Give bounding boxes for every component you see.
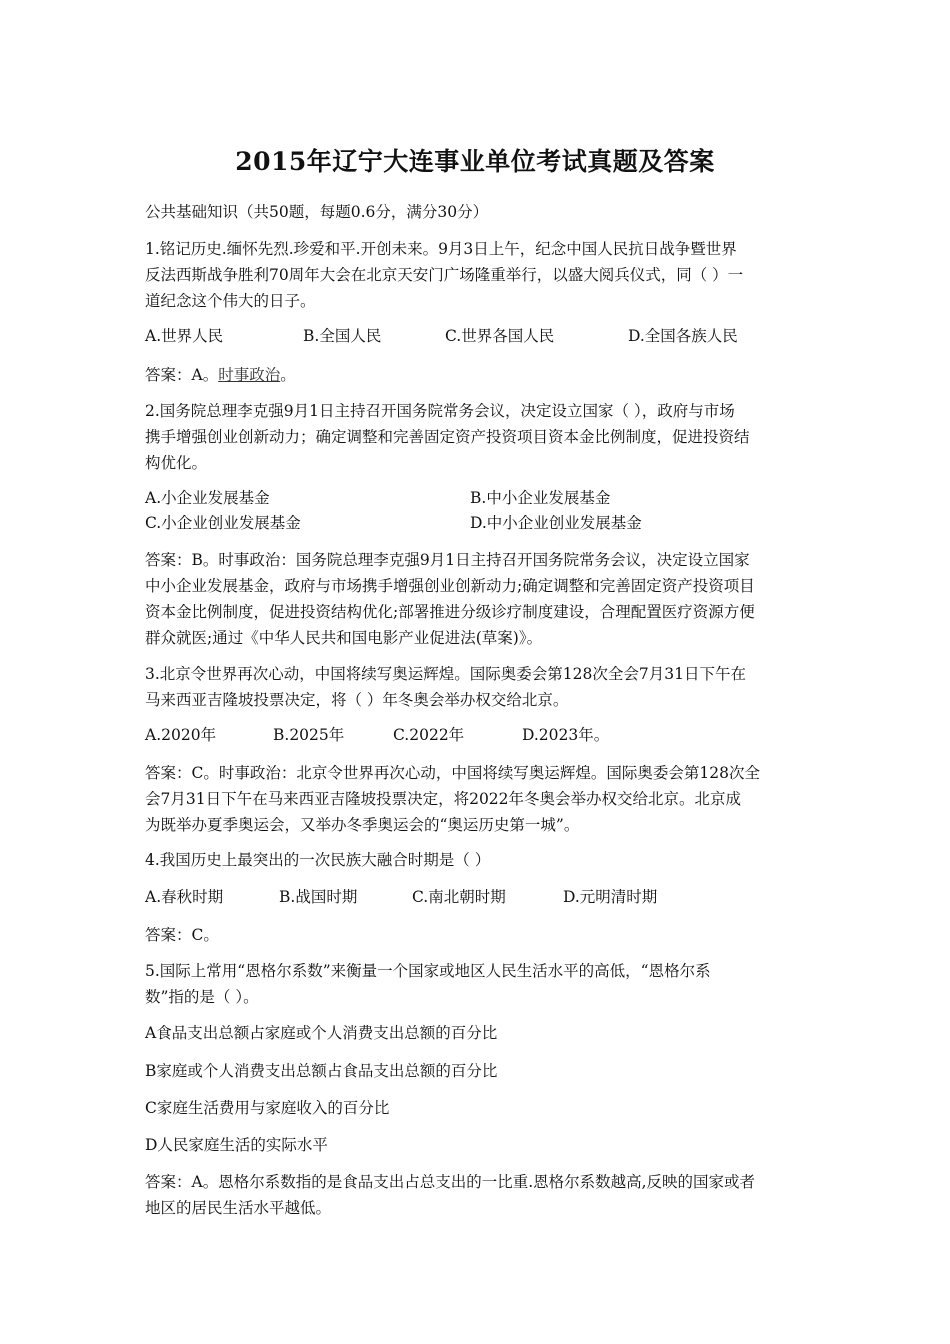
- question-4-option-a: A.春秋时期: [145, 888, 224, 906]
- question-3-option-a: A.2020年: [145, 726, 217, 744]
- page-title: 2015年辽宁大连事业单位考试真题及答案: [235, 147, 715, 176]
- question-3-answer-line-2: 会7月31日下午在马来西亚吉隆坡投票决定，将2022年冬奥会举办权交给北京。北京成: [145, 790, 742, 808]
- question-1-line-1: 1.铭记历史.缅怀先烈.珍爱和平.开创未来。9月3日上午，纪念中国人民抗日战争暨世界: [145, 240, 737, 258]
- question-4-answer: 答案：C。: [145, 926, 219, 944]
- question-3-answer-line-3: 为既举办夏季奥运会，又举办冬季奥运会的“奥运历史第一城”。: [145, 816, 580, 834]
- question-2-line-3: 构优化。: [145, 454, 208, 472]
- question-3-line-1: 3.北京令世界再次心动，中国将续写奥运辉煌。国际奥委会第128次全会7月31日下午在: [145, 665, 746, 683]
- question-2-option-d: D.中小企业创业发展基金: [470, 514, 642, 532]
- current-affairs-link[interactable]: 时事政治: [218, 366, 281, 384]
- question-1-option-c: C.世界各国人民: [445, 327, 555, 345]
- question-4-option-b: B.战国时期: [279, 888, 358, 906]
- question-4-option-d: D.元明清时期: [563, 888, 658, 906]
- answer-label: 答案：A。: [145, 366, 219, 384]
- question-1-option-d: D.全国各族人民: [628, 327, 738, 345]
- question-2-option-b: B.中小企业发展基金: [470, 489, 611, 507]
- question-5-line-1: 5.国际上常用“恩格尔系数”来衡量一个国家或地区人民生活水平的高低，“恩格尔系: [145, 962, 711, 980]
- question-1-line-2: 反法西斯战争胜利70周年大会在北京天安门广场隆重举行，以盛大阅兵仪式，同（ ）一: [145, 266, 744, 284]
- question-4-line-1: 4.我国历史上最突出的一次民族大融合时期是（ ）: [145, 851, 491, 869]
- question-1-option-a: A.世界人民: [145, 327, 224, 345]
- question-3-option-d: D.2023年。: [522, 726, 610, 744]
- question-1-option-b: B.全国人民: [303, 327, 382, 345]
- question-1-line-3: 道纪念这个伟大的日子。: [145, 292, 316, 310]
- question-2-option-c: C.小企业创业发展基金: [145, 514, 301, 532]
- question-5-option-c: C家庭生活费用与家庭收入的百分比: [145, 1099, 390, 1117]
- question-2-answer-line-1: 答案：B。时事政治：国务院总理李克强9月1日主持召开国务院常务会议，决定设立国家: [145, 551, 750, 569]
- question-2-line-1: 2.国务院总理李克强9月1日主持召开国务院常务会议，决定设立国家（ ），政府与市场: [145, 402, 735, 420]
- question-2-answer-line-4: 群众就医;通过《中华人民共和国电影产业促进法(草案)》。: [145, 629, 543, 647]
- question-5-option-a: A食品支出总额占家庭或个人消费支出总额的百分比: [145, 1024, 498, 1042]
- question-2-answer-line-2: 中小企业发展基金，政府与市场携手增强创业创新动力;确定调整和完善固定资产投资项目: [145, 577, 755, 595]
- question-3-option-b: B.2025年: [273, 726, 345, 744]
- question-3-option-c: C.2022年: [393, 726, 465, 744]
- question-5-answer-line-2: 地区的居民生活水平越低。: [145, 1199, 332, 1217]
- question-2-answer-line-3: 资本金比例制度，促进投资结构优化;部署推进分级诊疗制度建设，合理配置医疗资源方便: [145, 603, 755, 621]
- question-3-line-2: 马来西亚吉隆坡投票决定，将（ ）年冬奥会举办权交给北京。: [145, 691, 569, 709]
- question-1-answer: [145, 362, 296, 388]
- question-2-option-a: A.小企业发展基金: [145, 489, 270, 507]
- question-5-option-d: D人民家庭生活的实际水平: [145, 1136, 328, 1154]
- question-4-option-c: C.南北朝时期: [412, 888, 506, 906]
- question-5-line-2: 数”指的是（ ）。: [145, 988, 259, 1006]
- question-5-answer-line-1: 答案：A。恩格尔系数指的是食品支出占总支出的一比重.恩格尔系数越高,反映的国家或者: [145, 1173, 756, 1191]
- answer-end: 。: [280, 366, 296, 384]
- section-heading: 公共基础知识（共50题，每题0.6分，满分30分）: [145, 203, 489, 221]
- question-2-line-2: 携手增强创业创新动力；确定调整和完善固定资产投资项目资本金比例制度，促进投资结: [145, 428, 750, 446]
- question-5-option-b: B家庭或个人消费支出总额占食品支出总额的百分比: [145, 1062, 498, 1080]
- question-3-answer-line-1: 答案：C。时事政治：北京令世界再次心动，中国将续写奥运辉煌。国际奥委会第128次全: [145, 764, 760, 782]
